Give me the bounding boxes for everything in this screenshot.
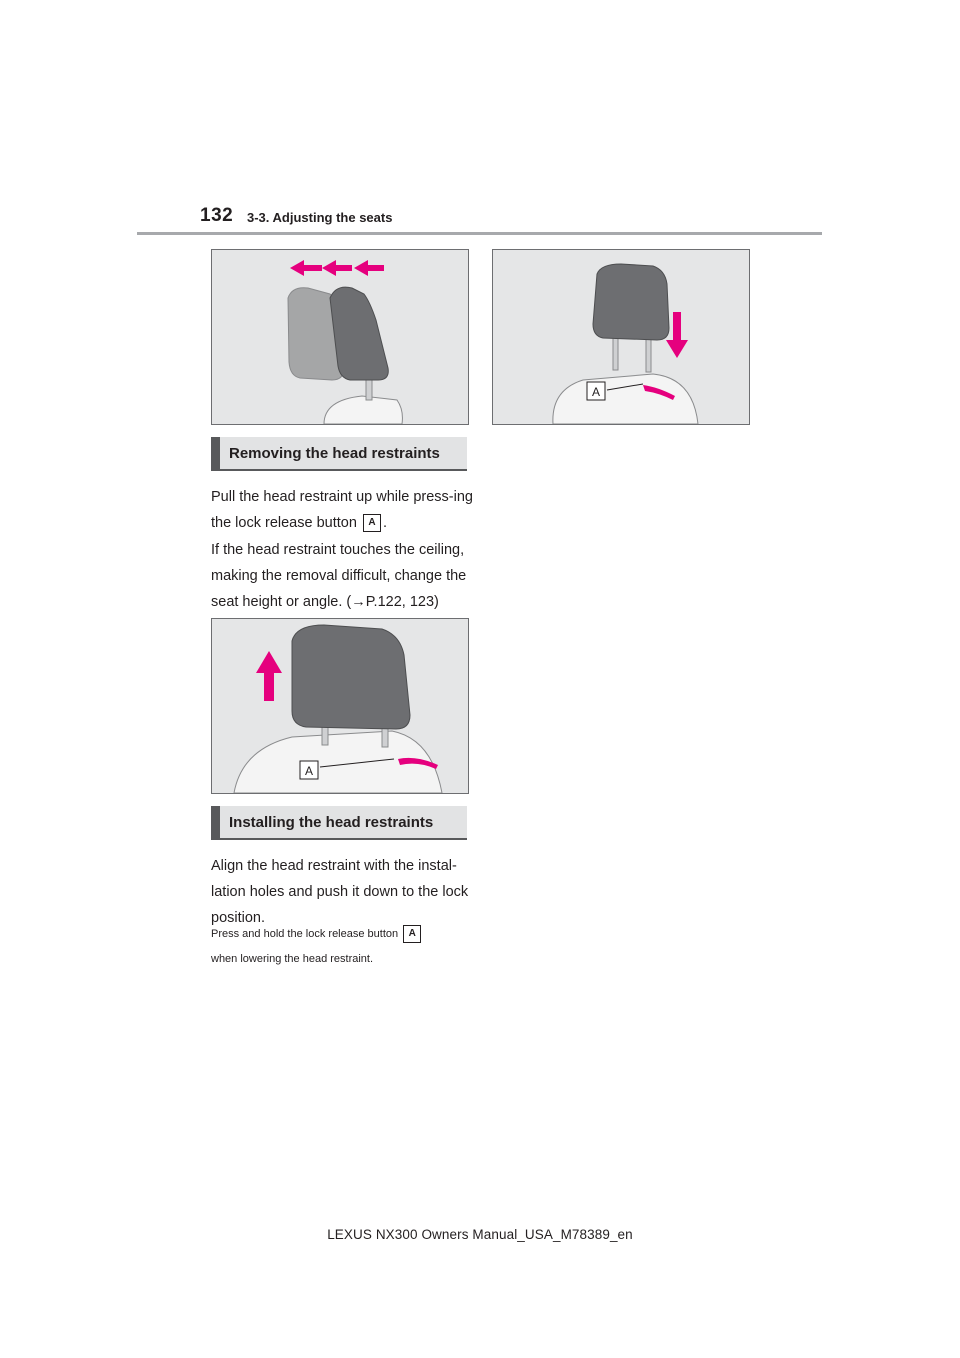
figure-headrest-remove <box>211 618 469 794</box>
installing-note-text: Press and hold the lock release button <box>211 928 399 940</box>
figure-label-a: A <box>591 385 601 399</box>
arrow-left-icon <box>290 260 384 276</box>
headrest-install-illustration <box>493 250 749 424</box>
figure-headrest-install <box>492 249 750 425</box>
lock-release-button-label: A <box>363 514 381 532</box>
installing-note-end: when lowering the head restraint. <box>211 953 374 965</box>
header-divider <box>137 232 822 235</box>
section-title: 3-3. Adjusting the seats <box>247 210 393 225</box>
removing-paragraph-1-end: . <box>382 515 387 531</box>
arrow-down-icon <box>666 312 688 358</box>
page-number: 132 <box>200 205 234 226</box>
removing-heading: Removing the head restraints <box>211 437 467 471</box>
removing-paragraph-1-text: Pull the head restraint up while press-ing the lock release button <box>211 489 473 531</box>
footer-manual-id: LEXUS NX300 Owners Manual_USA_M78389_en <box>327 1227 633 1242</box>
arrow-up-icon <box>256 651 282 701</box>
installing-paragraph: Align the head restraint with the instal-lation holes and push it down to the lock position. <box>211 858 469 926</box>
lock-release-button-label: A <box>403 925 421 943</box>
figure-headrest-tilt <box>211 249 469 425</box>
headrest-tilt-illustration <box>212 250 468 424</box>
headrest-remove-illustration <box>212 619 468 793</box>
installing-heading: Installing the head restraints <box>211 806 467 840</box>
figure-label-a: A <box>304 764 314 778</box>
removing-paragraph-1 <box>211 484 476 536</box>
removing-paragraph-2: If the head restraint touches the ceiling, making the removal difficult, change the seat height or angle. (→P.122, 123) <box>211 542 467 610</box>
installing-note <box>211 922 481 972</box>
